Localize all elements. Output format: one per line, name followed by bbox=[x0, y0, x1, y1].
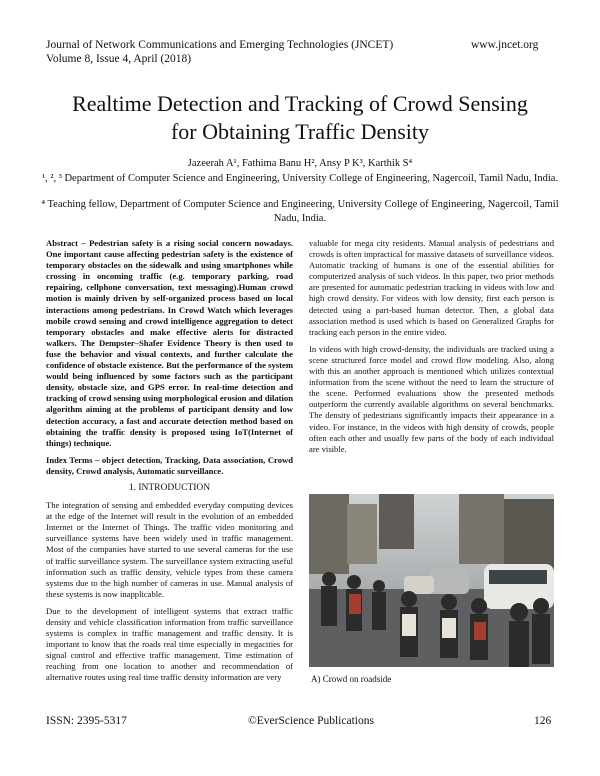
index-terms: Index Terms – object detection, Tracking, Data association, Crowd density, Crowd analysis, Automatic surveillance. bbox=[46, 454, 293, 476]
crowd-photo-illustration bbox=[309, 494, 554, 667]
affiliation-2: ⁴ Teaching fellow, Department of Computer Science and Engineering, University College of Engineering, Nagercoil, Tamil Nadu, India. bbox=[41, 199, 559, 224]
issn: ISSN: 2395-5317 bbox=[46, 715, 127, 727]
intro-paragraph-1: The integration of sensing and embedded everyday computing devices at the edge of the Internet will result in the evolution of an embedded Internet or the Internet of Things. The traffic video monitoring and surveillance systems have been widely used in traffic management. Most of the companies have started to use several cameras for the use of traffic surveillance system. The surveillance system extracting useful information such as traffic density, vehicle types from these camera systems due to the high number of cameras in use. Manual analysis of these systems is now inapplicable. bbox=[46, 500, 293, 599]
journal-website-link[interactable]: www.jncet.org bbox=[471, 39, 539, 51]
author-list: Jazeerah A¹, Fathima Banu H², Ansy P K³, Karthik S⁴ bbox=[187, 158, 413, 169]
affiliation-1: ¹, ², ³ Department of Computer Science and Engineering, University College of Engineering, Nagercoil, Tamil Nadu, India. bbox=[41, 173, 559, 184]
section-heading-introduction: 1. INTRODUCTION bbox=[128, 482, 211, 493]
page-number: 126 bbox=[534, 715, 552, 727]
abstract: Abstract – Pedestrian safety is a rising social concern nowadays. One important cause affecting pedestrian safety is the existence of temporary obstacles on the sidewalk and using smartphones while crossing in oncoming traffic (e.g. temporary parking, road repairing, cellphone conversation, text messaging).Human crowd motion is mainly driven by self-organized process based on local interactions among pedestrians. In Crowd Watch which leverages mobile crowd sensing and crowd intelligence aggregation to detect temporary obstacles and make effective alerts for distracted walkers. The Dempster–Shafer Evidence Theory is then used to fuse the behavior and visual contexts, and further calculate the confidence of obstacle existence. But the performance of the system would being influenced by some factors such as the participant density, obstacle size, and GPS error. In real-time detection and tracking of crowd sensing using morphological erosion and dilation algorithm aiming at the problems of participant density and low detection accuracy, a fast and accurate detection method based on obtaining the traffic density is proposed using IoT(Internet of things) technique. bbox=[46, 238, 293, 448]
crowd-roadside-photo bbox=[309, 494, 554, 667]
right-column bbox=[309, 238, 554, 461]
left-column bbox=[46, 238, 293, 690]
publisher: ©EverScience Publications bbox=[248, 715, 374, 727]
right-paragraph-1: valuable for mega city residents. Manual analysis of pedestrians and crowds is often impractical for massive datasets of surveillance videos. Automatic tracking of humans is one of the essential abilities for computerized analysis of such videos. In this paper, two prior methods are presented for automatic pedestrian tracking in videos with low and high crowd density. For videos with low density, first each person is detected using a part-based human detector. Then, a global data association method is used which is based on Generalized Graphs for tracking each person in the entire video. bbox=[309, 238, 554, 337]
paper-title-line-2: for Obtaining Traffic Density bbox=[170, 119, 430, 144]
journal-name: Journal of Network Communications and Emerging Technologies (JNCET) bbox=[46, 39, 394, 51]
figure-caption: A) Crowd on roadside bbox=[311, 674, 392, 684]
right-paragraph-2: In videos with high crowd-density, the individuals are tracked using a scene structured force model and crowd flow modeling. Also, along with this an another approach is mentioned which utilizes contextual information from the scene without the need to learn the structure of the scene. Performed evaluations show the presented methods outperform the currently available algorithms on several benchmarks. The density of pedestrians significantly impacts their appearance in a video. For instance, in the videos with high density of crowds, people often each other and usually few parts of the body of each individual are visible. bbox=[309, 343, 554, 454]
paper-title bbox=[0, 90, 600, 146]
paper-title-line-1: Realtime Detection and Tracking of Crowd Sensing bbox=[72, 91, 528, 116]
volume-issue: Volume 8, Issue 4, April (2018) bbox=[46, 53, 192, 65]
intro-paragraph-2: Due to the development of intelligent systems that extract traffic density and vehicle classification information from traffic surveillance systems is complex in traffic management and traffic density. It is important to know that the roads real time especially in megacities for signal control and effective traffic management. Time estimation of reaching from one location to another and recommendation of alternative routes using real time traffic density information are very bbox=[46, 605, 293, 683]
